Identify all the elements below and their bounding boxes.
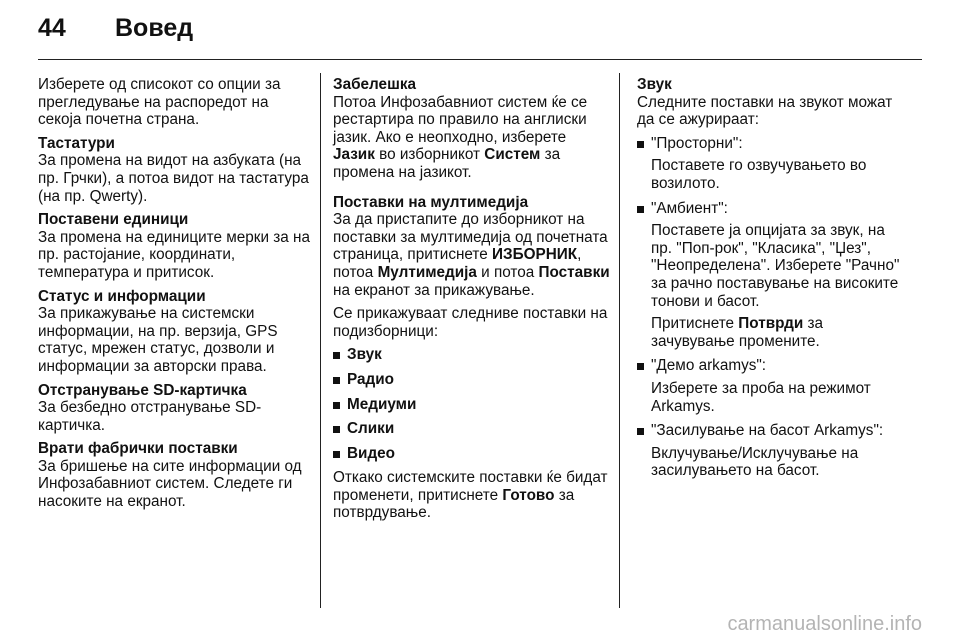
list-item bbox=[637, 200, 902, 351]
list-item: Медиуми bbox=[333, 396, 610, 414]
menu-term-done: Готово bbox=[502, 486, 555, 504]
text: и потоа bbox=[476, 263, 539, 281]
multimedia-block bbox=[333, 194, 610, 300]
text: за потврдување. bbox=[333, 486, 575, 522]
section-sd-card bbox=[38, 382, 310, 435]
menu-term-confirm: Потврди bbox=[738, 315, 804, 333]
section-body: За прикажување на системски информации, на пр. верзија, GPS статус, мрежен статус, дозволи и информации за авторски права. bbox=[38, 305, 278, 375]
list-item bbox=[637, 135, 902, 193]
section-heading: Тастатури bbox=[38, 134, 115, 152]
item-label: "Просторни": bbox=[651, 134, 743, 152]
list-item: Звук bbox=[333, 346, 610, 364]
text: за промена на јазикот. bbox=[333, 146, 561, 181]
section-body: За бришење на сите информации од Инфозабавниот систем. Следете ги насоките на екранот. bbox=[38, 457, 302, 511]
section-factory-reset bbox=[38, 440, 310, 510]
section-body: За промена на видот на азбуката (на пр. Грчки), а потоа видот на тастатура (на пр. Qwerty). bbox=[38, 152, 309, 205]
text: на екранот за прикажување. bbox=[333, 281, 535, 299]
list-item bbox=[637, 422, 902, 480]
left-column bbox=[38, 76, 310, 517]
section-body: За безбедно отстранување SD-картичка. bbox=[38, 399, 262, 434]
section-heading: Отстранување SD-картичка bbox=[38, 381, 247, 399]
list-item bbox=[637, 357, 902, 415]
column-divider-2 bbox=[619, 73, 620, 608]
menu-term-system: Систем bbox=[484, 146, 541, 164]
menu-term-multimedia: Мултимедија bbox=[377, 263, 477, 281]
section-heading: Врати фабрички поставки bbox=[38, 440, 238, 458]
sound-heading: Звук bbox=[637, 76, 672, 93]
item-label: "Засилување на басот Arkamys": bbox=[651, 422, 884, 440]
middle-column bbox=[333, 76, 610, 522]
text: Притиснете bbox=[651, 315, 739, 333]
menu-term-language: Јазик bbox=[333, 146, 375, 164]
submenu-intro: Се прикажуваат следниве поставки на подизборници: bbox=[333, 305, 608, 340]
section-status bbox=[38, 288, 310, 376]
text: во изборникот bbox=[374, 146, 485, 164]
section-body: За промена на единиците мерки за на пр. растојание, координати, температура и притисок. bbox=[38, 228, 311, 281]
watermark: carmanualsonline.info bbox=[727, 613, 922, 635]
section-units bbox=[38, 211, 310, 281]
item-extra bbox=[651, 315, 902, 350]
multimedia-heading: Поставки на мултимедија bbox=[333, 193, 529, 211]
page-title: Вовед bbox=[115, 14, 194, 42]
item-desc: Вклучување/Исклучување на засилувањето на басот. bbox=[651, 444, 859, 480]
note-heading: Забелешка bbox=[333, 76, 416, 93]
left-intro: Изберете од списокот со опции за прегледување на распоредот на секоја почетна страна. bbox=[38, 76, 281, 129]
menu-term-settings: Поставки bbox=[538, 263, 610, 281]
item-desc: Поставете ја опцијата за звук, на пр. "Поп-рок", "Класика", "Џез", "Неопределена". Изберете "Рачно" за рачно поставување на високите тонови и басот. bbox=[651, 222, 900, 310]
text: , потоа bbox=[333, 246, 582, 281]
page-number: 44 bbox=[38, 14, 66, 42]
text: За да пристапите до изборникот на поставки за мултимедија од почетната страница, притиснете bbox=[333, 211, 608, 264]
sound-settings-list bbox=[637, 135, 902, 480]
note-block bbox=[333, 76, 610, 182]
list-item: Слики bbox=[333, 420, 610, 438]
multimedia-body bbox=[333, 211, 610, 299]
header-rule bbox=[38, 59, 922, 60]
menu-term-menu: ИЗБОРНИК bbox=[492, 246, 578, 264]
list-item: Видео bbox=[333, 445, 610, 463]
note-body bbox=[333, 94, 610, 182]
text: Потоа Инфозабавниот систем ќе се рестартира по правило на англиски јазик. Ако е неопходно, изберете bbox=[333, 93, 588, 146]
item-label: "Амбиент": bbox=[651, 199, 728, 217]
outro-text bbox=[333, 469, 610, 522]
submenu-list bbox=[333, 346, 610, 462]
list-item: Радио bbox=[333, 371, 610, 389]
item-label: "Демо arkamys": bbox=[651, 357, 767, 375]
column-divider-1 bbox=[320, 73, 321, 608]
text: Откако системските поставки ќе бидат променети, притиснете bbox=[333, 469, 608, 504]
text: за зачувување промените. bbox=[651, 315, 824, 350]
section-heading: Статус и информации bbox=[38, 287, 206, 305]
section-keyboards bbox=[38, 135, 310, 205]
item-desc: Изберете за проба на режимот Arkamys. bbox=[651, 379, 871, 415]
right-column bbox=[637, 76, 902, 487]
sound-intro: Следните поставки на звукот можат да се ажурираат: bbox=[637, 93, 893, 129]
section-heading: Поставени единици bbox=[38, 211, 189, 229]
item-desc: Поставете го озвучувањето во возилото. bbox=[651, 157, 867, 192]
